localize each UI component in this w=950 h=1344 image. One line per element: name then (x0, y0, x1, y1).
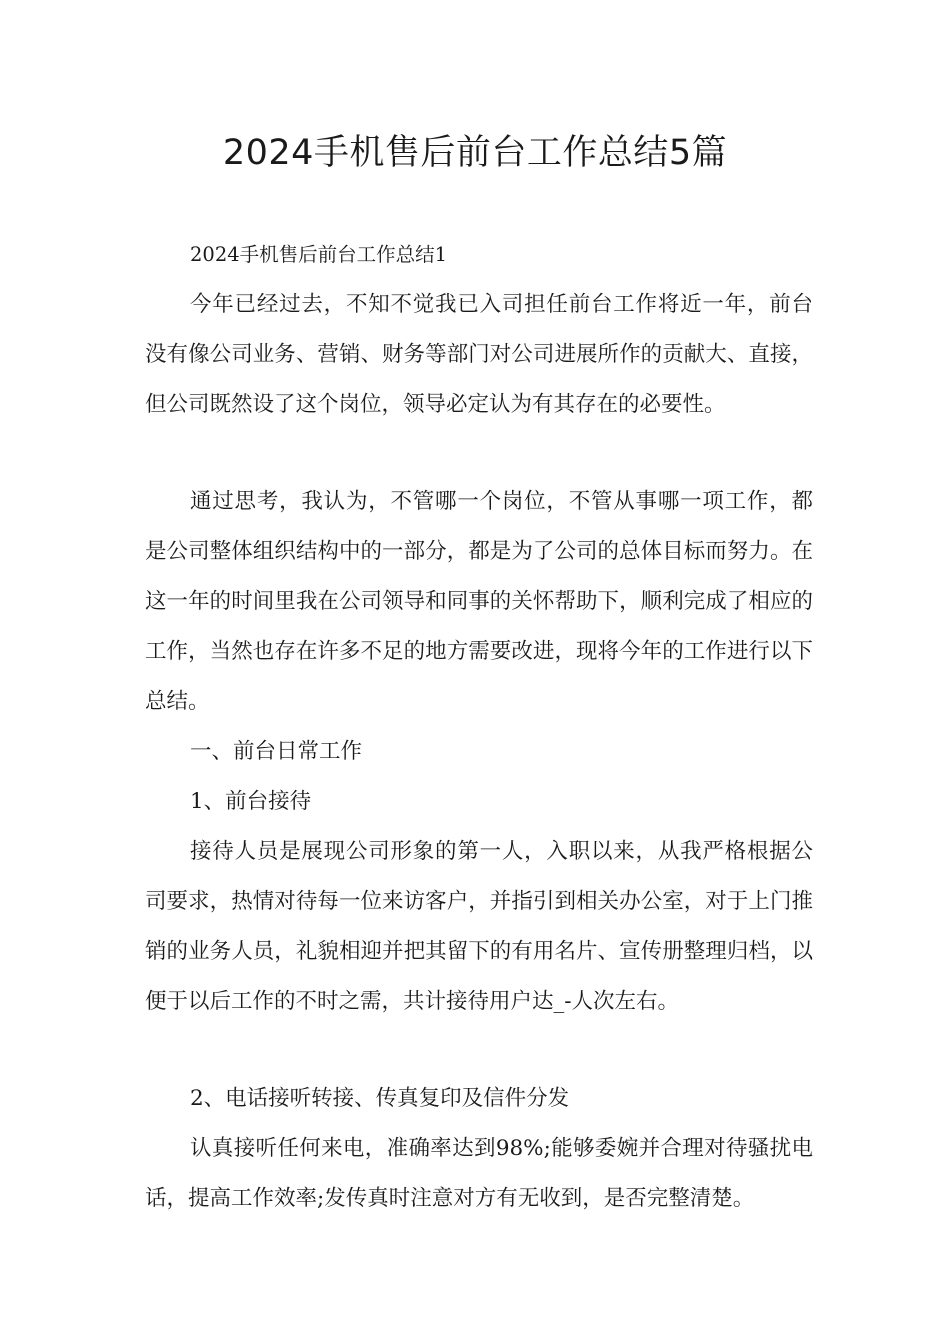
document-body (145, 230, 813, 1224)
section-subtitle: 2024手机售后前台工作总结1 (190, 243, 448, 266)
paragraph-phone-fax: 认真接听任何来电，准确率达到98%;能够委婉并合理对待骚扰电话，提高工作效率;发传真时注意对方有无收到，是否完整清楚。 (145, 1136, 813, 1211)
paragraph-reflection: 通过思考，我认为，不管哪一个岗位，不管从事哪一项工作，都是公司整体组织结构中的一部分，都是为了公司的总体目标而努力。在这一年的时间里我在公司领导和同事的关怀帮助下，顺利完成了相应的工作，当然也存在许多不足的地方需要改进，现将今年的工作进行以下总结。 (145, 489, 813, 714)
paragraph-intro: 今年已经过去，不知不觉我已入司担任前台工作将近一年，前台没有像公司业务、营销、财务等部门对公司进展所作的贡献大、直接，但公司既然设了这个岗位，领导必定认为有其存在的必要性。 (145, 292, 813, 417)
section-heading-daily-work: 一、前台日常工作 (190, 739, 363, 764)
paragraph-reception: 接待人员是展现公司形象的第一人，入职以来，从我严格根据公司要求，热情对待每一位来访客户，并指引到相关办公室，对于上门推销的业务人员，礼貌相迎并把其留下的有用名片、宣传册整理归档，以便于以后工作的不时之需，共计接待用户达_-人次左右。 (145, 839, 813, 1014)
document-title: 2024手机售后前台工作总结5篇 (222, 133, 728, 173)
item-heading-phone-fax: 2、电话接听转接、传真复印及信件分发 (190, 1086, 570, 1111)
item-heading-reception: 1、前台接待 (190, 789, 312, 814)
